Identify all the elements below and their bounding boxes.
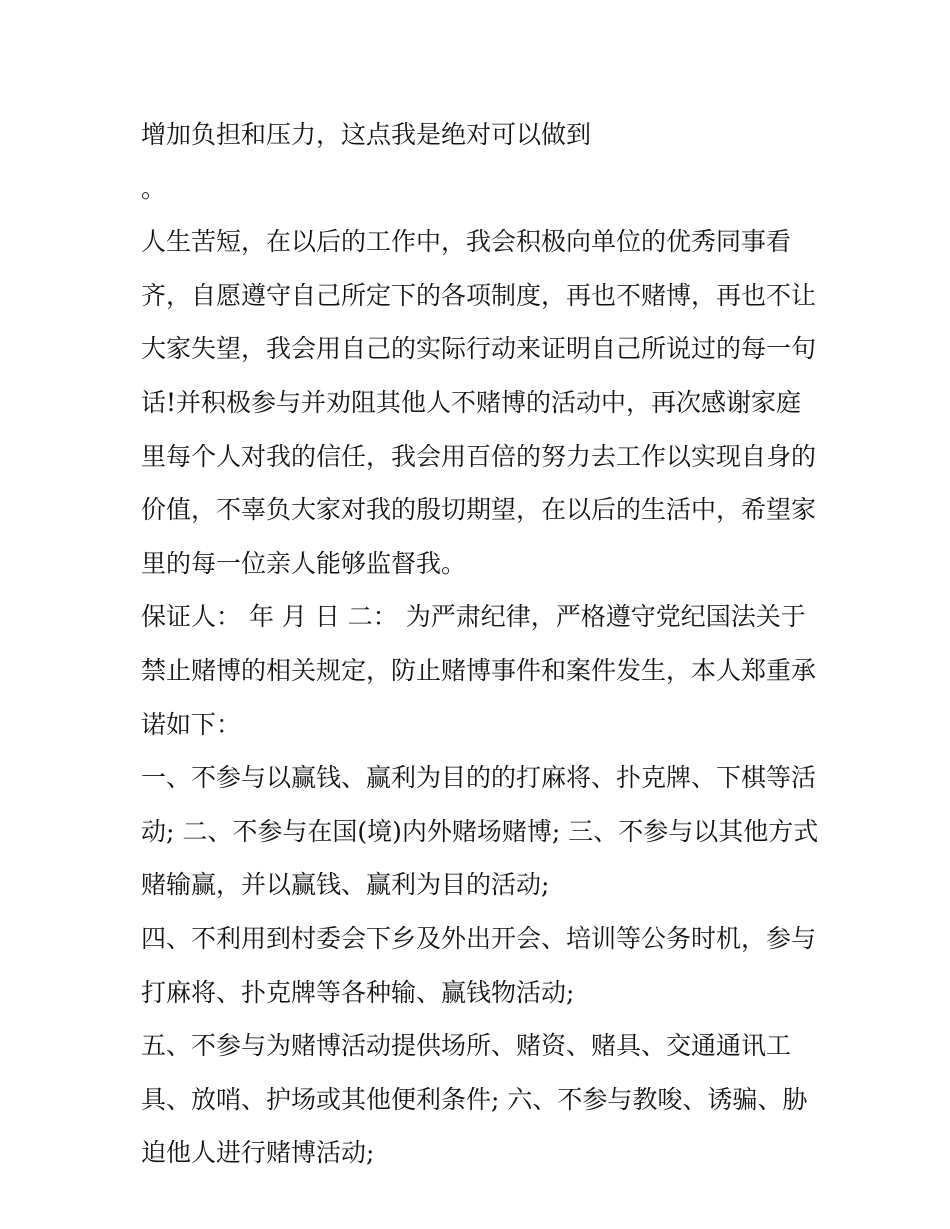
text-line: 四、不利用到村委会下乡及外出开会、培训等公务时机，参与 (141, 923, 817, 953)
text-line: 价值，不辜负大家对我的殷切期望，在以后的生活中，希望家 (141, 495, 817, 525)
text-line: 大家失望，我会用自己的实际行动来证明自己所说过的每一句 (141, 334, 817, 364)
text-line: 人生苦短，在以后的工作中，我会积极向单位的优秀同事看 (141, 227, 792, 257)
text-line: 动; 二、不参与在国(境)内外赌场赌博; 三、不参与以其他方式 (141, 816, 819, 846)
text-line: 齐，自愿遵守自己所定下的各项制度，再也不赌博，再也不让 (141, 280, 817, 310)
text-line: 一、不参与以赢钱、赢利为目的的打麻将、扑克牌、下棋等活 (141, 763, 817, 793)
text-line: 里每个人对我的信任，我会用百倍的努力去工作以实现自身的 (141, 441, 817, 471)
document-body (141, 108, 821, 1180)
text-line: 赌输赢，并以赢钱、赢利为目的活动; (141, 870, 550, 900)
text-line: 五、不参与为赌博活动提供场所、赌资、赌具、交通通讯工 (141, 1031, 792, 1061)
text-line: 里的每一位亲人能够监督我。 (141, 548, 467, 578)
text-line: 迫他人进行赌博活动; (141, 1138, 375, 1168)
text-line: 具、放哨、护场或其他便利条件; 六、不参与教唆、诱骗、胁 (141, 1084, 808, 1114)
text-line: 打麻将、扑克牌等各种输、赢钱物活动; (141, 977, 575, 1007)
text-line: 禁止赌博的相关规定，防止赌博事件和案件发生，本人郑重承 (141, 655, 817, 685)
text-line: 保证人： 年 月 日 二： 为严肃纪律，严格遵守党纪国法关于 (141, 602, 806, 632)
text-line: 诺如下： (141, 709, 242, 739)
text-line: 话!并积极参与并劝阻其他人不赌博的活动中，再次感谢家庭 (141, 387, 802, 417)
text-line: 。 (141, 173, 167, 203)
text-line: 增加负担和压力，这点我是绝对可以做到 (141, 120, 592, 149)
